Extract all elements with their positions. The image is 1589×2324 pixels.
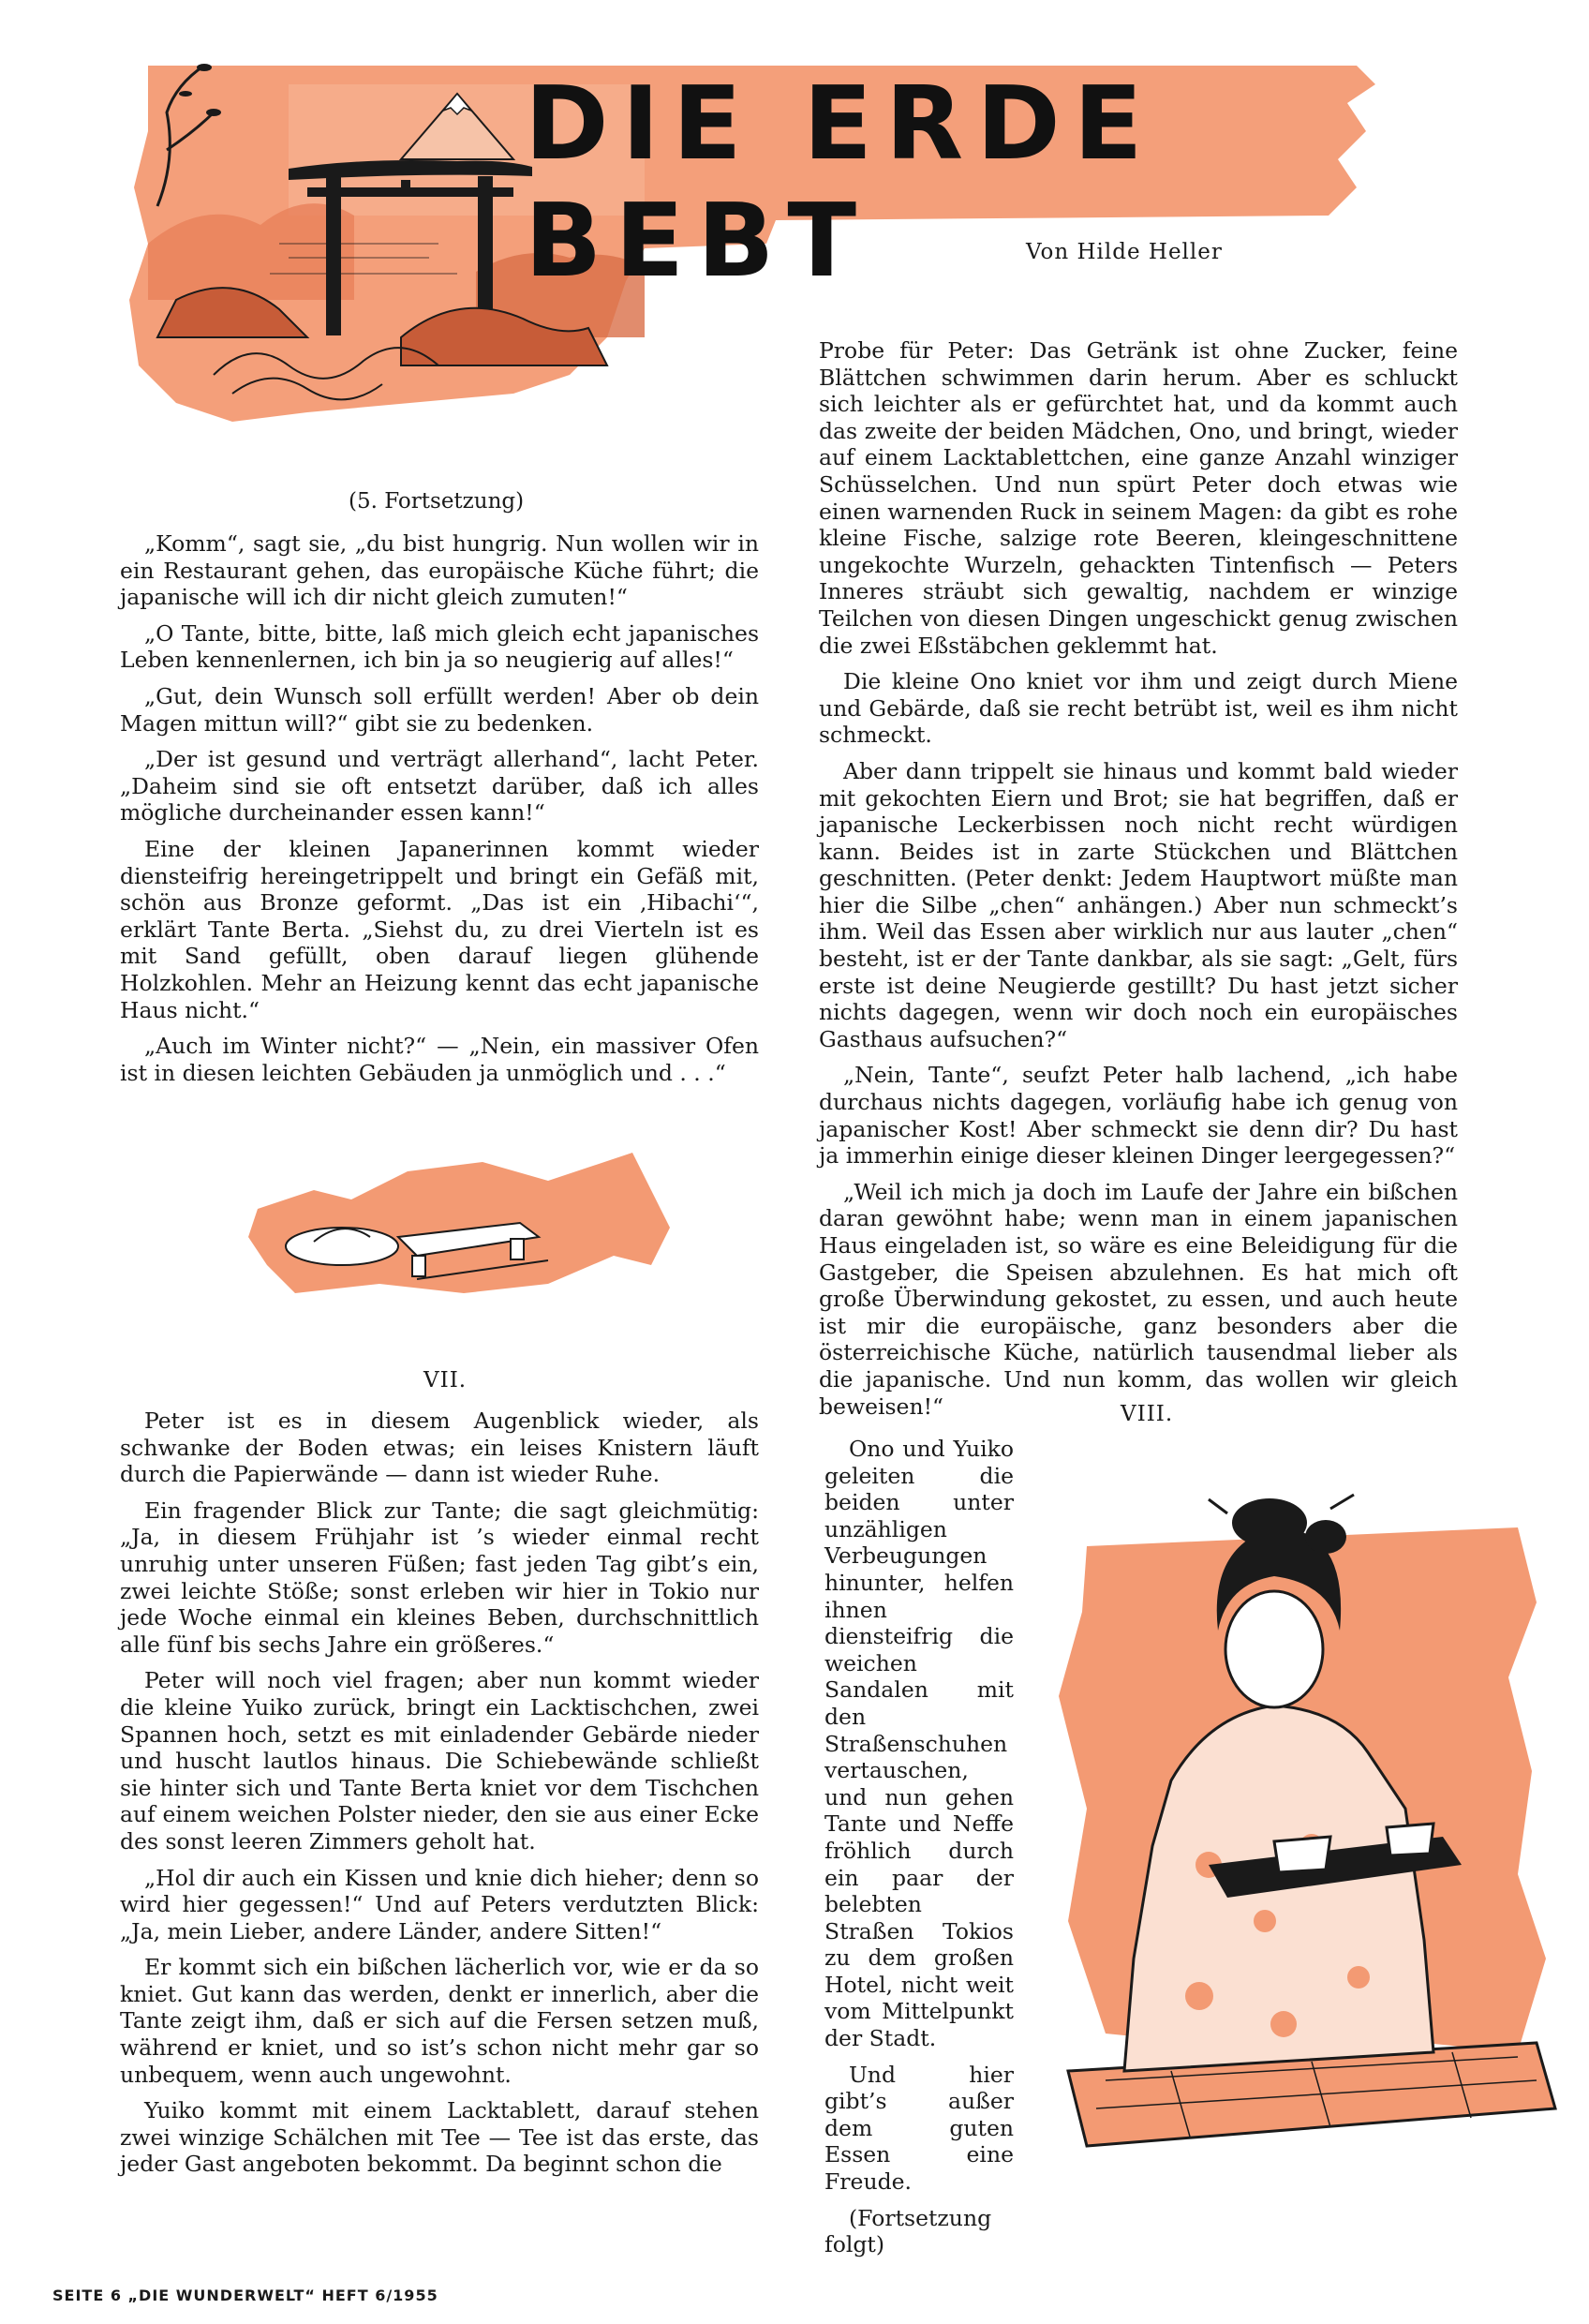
paragraph: „Gut, dein Wunsch soll erfüllt werden! Aber ob dein Magen mittun will?“ gibt sie zu bedenken. xyxy=(120,682,759,737)
article-title: DIE ERDE BEBT xyxy=(525,66,1156,300)
paragraph: Ono und Yuiko geleiten die beiden unter unzähligen Verbeugungen hinunter, helfen ihnen diensteifrig die weichen Sandalen mit den Straßenschuhen vertauschen, und nun gehen Tante und Neffe fröhlich durch ein paar der belebten Straßen Tokios zu dem großen Hotel, nicht weit vom Mittelpunkt der Stadt. xyxy=(824,1436,1014,2052)
paragraph: Die kleine Ono kniet vor ihm und zeigt durch Miene und Gebärde, daß sie recht betrübt ist, weil es ihm nicht schmeckt. xyxy=(819,668,1458,749)
chapter-heading-viii: VIII. xyxy=(1121,1402,1174,1426)
paragraph: Yuiko kommt mit einem Lacktablett, darauf stehen zwei winzige Schälchen mit Tee — Tee ist das erste, das jeder Gast angeboten bekommt. Da beginnt schon die xyxy=(120,2097,759,2178)
paragraph: „Nein, Tante“, seufzt Peter halb lachend, „ich habe durchaus nichts dagegen, vorläufig habe ich genug von japanischer Kost! Aber schmeckt sie denn dir? Du hast ja immerhin einige dieser kleinen Dinger leergegessen?“ xyxy=(819,1062,1458,1169)
narrow-column-text xyxy=(824,1436,1014,2268)
left-column-text xyxy=(120,530,759,1095)
article-byline: Von Hilde Heller xyxy=(1026,240,1223,264)
chapter-heading-vii: VII. xyxy=(423,1368,468,1393)
to-be-continued: (Fortsetzung folgt) xyxy=(824,2204,992,2258)
page-footer: SEITE 6 „DIE WUNDERWELT“ HEFT 6/1955 xyxy=(52,2287,438,2304)
paragraph: Peter ist es in diesem Augenblick wieder, als schwanke der Boden etwas; ein leises Knistern läuft durch die Papierwände — dann ist wieder Ruhe. xyxy=(120,1408,759,1488)
paragraph: Aber dann trippelt sie hinaus und kommt bald wieder mit gekochten Eiern und Brot; sie hat begriffen, daß er japanische Leckerbissen noch nicht recht würdigen kann. Beides ist in zarte Stückchen und Blättchen geschnitten. (Peter denkt: Jedem Hauptwort müßte man hier die Silbe „chen“ anhängen.) Aber nun schmeckt’s ihm. Weil das Essen aber wirklich nur aus lauter „chen“ besteht, ist er der Tante dankbar, als sie sagt: „Gelt, fürs erste ist deine Neugierde gestillt? Du hast jetzt sicher nichts dagegen, wenn wir doch noch ein europäisches Gasthaus aufsuchen?“ xyxy=(819,757,1458,1052)
paragraph: „Weil ich mich ja doch im Laufe der Jahre ein bißchen daran gewöhnt habe; wenn man in einem japanischen Haus eingeladen ist, so wäre es eine Beleidigung für die Gastgeber, die Speisen abzulehnen. Es hat mich oft große Überwindung gekostet, zu essen, und auch heute ist mir die europäische, ganz besonders aber die österreichische Küche, natürlich tausendmal lieber als die japanische. Und nun komm, das wollen wir gleich beweisen!“ xyxy=(819,1178,1458,1420)
geisha-illustration xyxy=(1031,1471,1574,2183)
sandals-illustration xyxy=(239,1134,679,1303)
paragraph: „Auch im Winter nicht?“ — „Nein, ein massiver Ofen ist in diesen leichten Gebäuden ja unmöglich und . . .“ xyxy=(120,1033,759,1086)
paragraph: „Der ist gesund und verträgt allerhand“, lacht Peter. „Daheim sind sie oft entsetzt darüber, daß ich alles mögliche durcheinander essen kann!“ xyxy=(120,746,759,827)
left-column-chapter-vii-text xyxy=(120,1408,759,2187)
paragraph: Er kommt sich ein bißchen lächerlich vor, wie er da so kniet. Gut kann das werden, denkt er innerlich, aber die Tante zeigt ihm, daß er sich auf die Fersen setzen muß, während er kniet, und so ist’s schon nicht mehr gar so unbequem, wenn auch ungewohnt. xyxy=(120,1954,759,2088)
paragraph: „Hol dir auch ein Kissen und knie dich hieher; denn so wird hier gegessen!“ Und auf Peters verdutzten Blick: „Ja, mein Lieber, andere Länder, andere Sitten!“ xyxy=(120,1864,759,1944)
paragraph: „O Tante, bitte, bitte, laß mich gleich echt japanisches Leben kennenlernen, ich bin ja so neugierig auf alles!“ xyxy=(120,619,759,674)
paragraph: Und hier gibt’s außer dem guten Essen eine Freude. xyxy=(824,2061,1014,2196)
right-column-text xyxy=(819,337,1458,1429)
continuation-label: (5. Fortsetzung) xyxy=(349,489,525,514)
paragraph: Ein fragender Blick zur Tante; die sagt gleichmütig: „Ja, in diesem Frühjahr ist ’s wieder einmal recht unruhig unter unseren Füßen; fast jeden Tag gibt’s ein, zwei leichte Stöße; sonst erleben wir hier in Tokio nur jede Woche einmal ein kleines Beben, durchschnittlich alle fünf bis sechs Jahre ein größeres.“ xyxy=(120,1497,759,1658)
paragraph: Probe für Peter: Das Getränk ist ohne Zucker, feine Blättchen schwimmen darin herum. Aber es schluckt sich leichter als er gefürchtet hat, und da kommt auch das zweite der beiden Mädchen, Ono, und bringt, wieder auf einem Lacktablettchen, eine ganze Anzahl winziger Schüsselchen. Und nun spürt Peter doch etwas wie einen warnenden Ruck in seinem Magen: da gibt es rohe kleine Fische, salzige rote Beeren, kleingeschnittene ungekochte Wurzeln, gehackten Tintenfisch — Peters Inneres sträubt sich gewaltig, nachdem er winzige Teilchen von diesen Dingen ungeschickt genug zwischen die zwei Eßstäbchen geklemmt hat. xyxy=(819,337,1458,659)
paragraph: Eine der kleinen Japanerinnen kommt wieder diensteifrig hereingetrippelt und bringt ein Gefäß mit, schön aus Bronze geformt. „Das ist ein ‚Hibachi‘“, erklärt Tante Berta. „Siehst du, zu drei Vierteln ist es mit Sand gefüllt, oben darauf liegen glühende Holzkohlen. Mehr an Heizung kennt das echt japanische Haus nicht.“ xyxy=(120,835,759,1023)
paragraph: Peter will noch viel fragen; aber nun kommt wieder die kleine Yuiko zurück, bringt ein Lacktischchen, zwei Spannen hoch, setzt es mit einladender Gebärde nieder und huscht lautlos hinaus. Die Schiebewände schließt sie hinter sich und Tante Berta kniet vor dem Tischchen auf einem weichen Polster nieder, den sie aus einer Ecke des sonst leeren Zimmers geholt hat. xyxy=(120,1667,759,1855)
paragraph: „Komm“, sagt sie, „du bist hungrig. Nun wollen wir in ein Restaurant gehen, das europäische Küche führt; die japanische will ich dir nicht gleich zumuten!“ xyxy=(120,530,759,611)
